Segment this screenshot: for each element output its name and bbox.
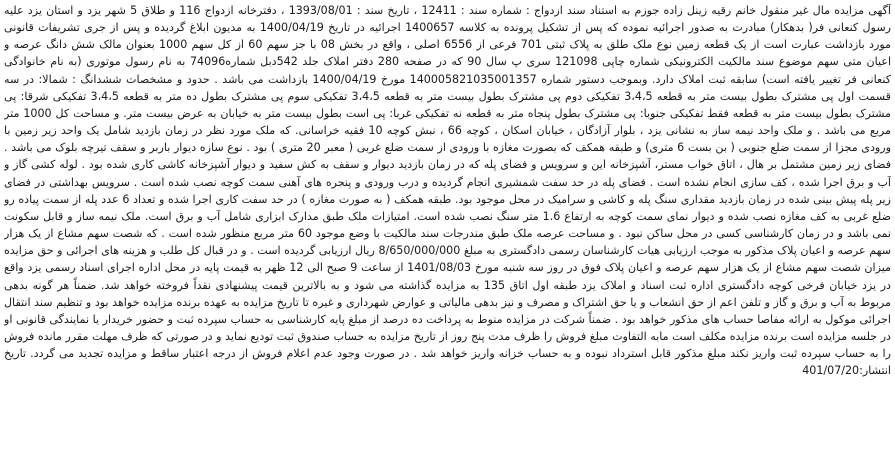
auction-notice-text: آگهی مزایده مال غیر منقول خانم رقیه زینل زاده جوزم به استناد سند ازدواج : شماره سند : 12411 ، تاریخ سند : 1393/08/01 ، دفترخانه ازدواج 116 و طلاق 5 شهر یزد و استان یزد علیه رسول کنعانی فر( بدهکار) مبادرت به صدور اجرائیه نموده که پس از تشکیل پرونده به کلاسه 1400657 اجرائیه در تاریخ 1400/04/19 به مدیون ابلاغ گردیده و پس از جری تشریفات قانونی مورد بازداشت عبارت است از یک قطعه زمین نوع ملک طلق به پلاک ثبتی 701 فرعی از 6556 اصلی ، واقع در بخش 08 با جز سهم 60 از کل سهم 1000 بعنوان مالک شش دانگ عرصه و اعیان متی سهم موضوع سند مالکیت الکترونیکی شماره چاپی 121098 سری پ سال 90 که در صفحه 280 دفتر املاک جلد 542دبل شماره74096 به نام رسول موتوری (به نام خانوادگی کنعانی فر تغییر یافته است) سابقه ثبت املاک دارد. وبموجب دستور شماره 140005821035001357 مورخ 1400/04/19 بازداشت می باشد . حدود و مشخصات ششدانگ : شمالا: در سه قسمت اول پی مشترک بطول بیست متر به قطعه 3،4،5 تفکیکی دوم پی مشترک بطول بیست متر به قطعه 3،4،5 تفکیکی سوم پی مشترک بطول ده متر به قطعه 3،4،5 تفکیکی شرقا: پی مشترک بطول بیست متر به قطعه فقط تفکیکی جنوبا: پی مشترک بطول پنجاه متر به قطعه نه تفکیکی غربا: پی است بطول بیست متر به خیابان به عرض بیست متر. و مساحت کل 1000 متر مربع می باشد . و ملک واحد نیمه ساز به نشانی یزد ، بلوار آزادگان ، خیابان اسکان ، کوچه 66 ، نبش کوچه 10 فقیه خراسانی. که ملک مورد نظر در زمان بازدید شامل یک واحد زیر زمین با ورودی مجزا از سمت ضلع جنوبی ( بن بست 6 متری) و طبقه همکف که بصورت مغازه با ورودی از سمت ضلع غربی ( معبر 20 متری ) بود . نوع سازه دیوار باربر و سقف تیرچه بلوک می باشد . فضای زیر زمین مشتمل بر هال ، اتاق خواب مستر، آشپزخانه این و سرویس و فضای پله که در زمان بازدید دیوار و سقف به کش سفید و دیوار آشپزخانه کاشی کاری شده بود . لوله کشی گاز و آب و برق اجرا شده ، کف سازی انجام نشده است . فضای پله در حد سفت شمشیری انجام گردیده و درب ورودی و پنجره های آهنی سمت کوچه نصب شده است . سرویس بهداشتی در فضای زیر پله پیش بینی شده در زمان بازدید مقداری سنگ پله و کاشی و سرامیک در محل موجود بود. طبقه همکف ( به صورت مغازه ) در حد سفت کاری اجرا شده و تعداد 6 عدد پله از سمت پیاده رو ضلع غربی به کف مغازه نصب شده و دیوار نمای سمت کوچه به ارتفاع 1.6 متر سنگ نصب شده است. امتیازات ملک طبق مدارک ابزاری شامل آب و برق است. ملک نیمه ساز و قابل سکونت نمی باشد و در زمان کارشناسی کسی در محل ساکن نبود . و مساحت عرصه ملک طبق مندرجات سند مالکیت با وضع موجود 60 متر مربع منظور شده است . که شصت سهم مشاع از یک هزار سهم عرصه و اعیان پلاک مذکور به موجب ارزیابی هیات کارشناسان رسمی دادگستری به مبلغ 8/650/000/000 ریال ارزیابی گردیده است . و در قبال کل طلب و هزینه های اجرائی و حق مزایده میزان شصت سهم مشاع از یک هزار سهم عرصه و اعیان پلاک فوق در روز سه شنبه مورخ 1401/08/03 از ساعت 9 صبح الی 12 ظهر به قیمت پایه در محل اداره اجرای اسناد رسمی یزد واقع در یزد خیابان فرخی کوچه دادگستری اداره ثبت اسناد و املاک یزد طبقه اول اتاق 135 به مزایده گذاشته می شود و به بالاترین قیمت پیشنهادی نقداً فروخته خواهد شد. ضمناً هر گونه بدهی مربوط به آب و برق و گاز و تلفن اعم از حق انشعاب و یا حق اشتراک و مصرف و نیز بدهی مالیاتی و عوارض شهرداری و غیره تا تاریخ مزایده به عهده برنده مزایده خواهد بود و تنظیم سند انتقال اجرائی موکول به ارائه مفاصا حساب های مذکور خواهد بود . ضمناً شرکت در مزایده منوط به پرداخت ده درصد از مبلغ پایه کارشناسی به حساب سپرده ثبت و حضور خریدار یا نمایندگی قانونی او در جلسه مزایده است برنده مزایده مکلف است مابه التفاوت مبلغ فروش را ظرف مدت پنج روز از تاریخ مزایده به حساب صندوق ثبت تودیع نماید و در صورتی که ظرف مهلت مقرر مانده فروش را به حساب سپرده ثبت واریز نکند مبلغ مذکور قابل استرداد نبوده و به حساب خزانه واریز خواهد شد . در صورت وجود عدم اعلام فروش از درجه اعتبار ساقط و مزایده تجدید می گردد. تاریخ انتشار:401/07/20 [4,4,891,378]
